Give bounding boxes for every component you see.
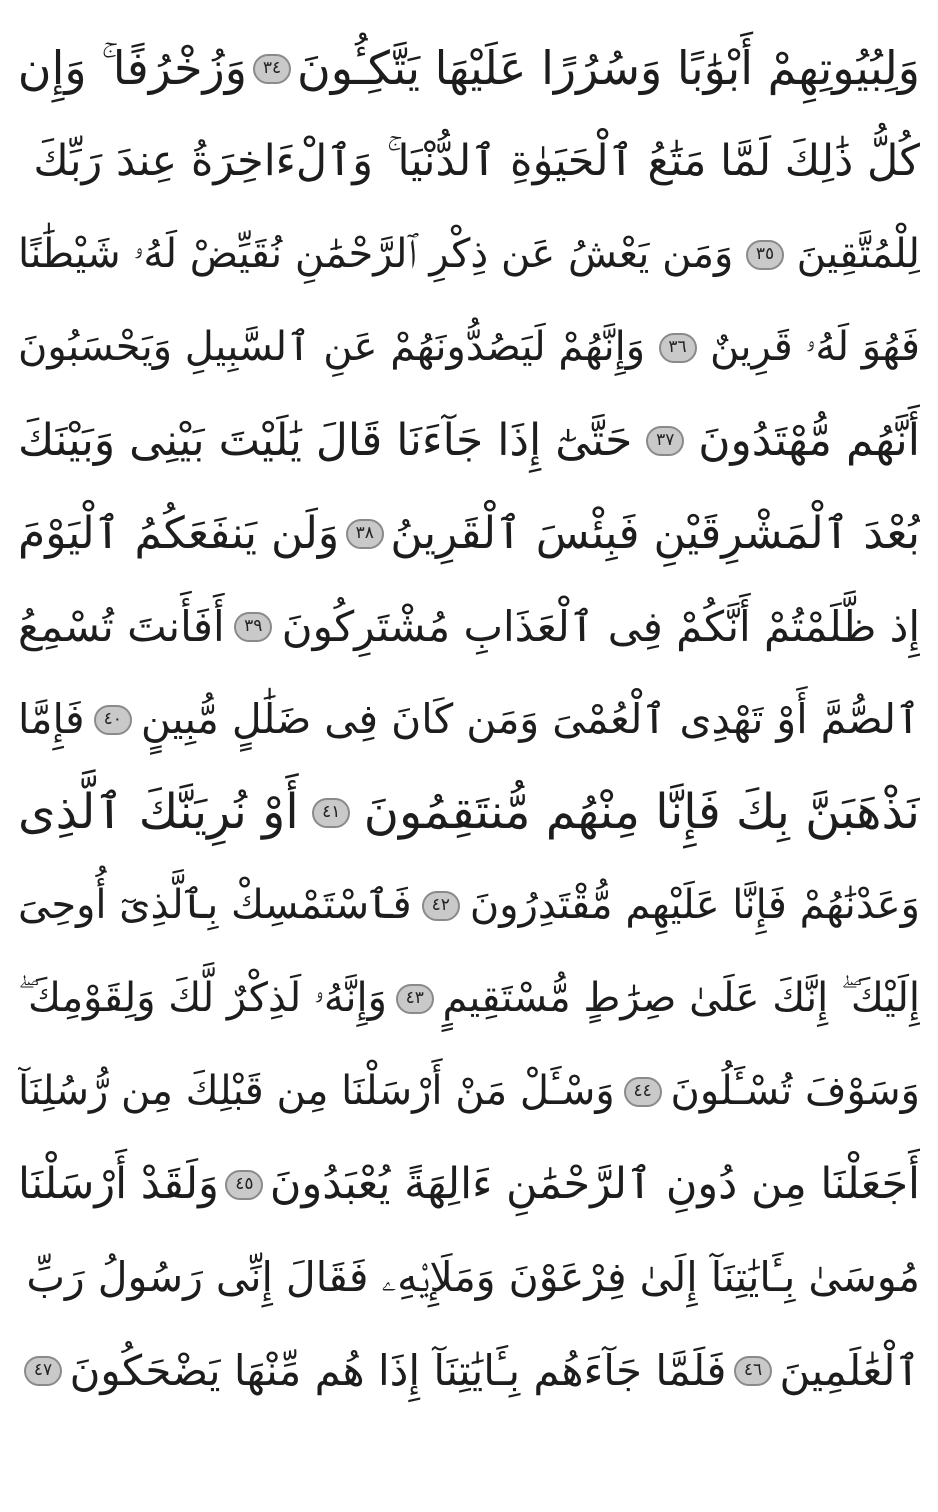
ayah-number-marker: ٤٥ — [225, 1170, 263, 1200]
text-line — [18, 580, 920, 673]
ayah-number-marker: ٤٢ — [422, 891, 460, 921]
text-line — [18, 394, 920, 487]
text-line — [18, 208, 920, 301]
verse-text: نَذْهَبَنَّ بِكَ فَإِنَّا مِنْهُم مُّنتَقِمُونَ — [363, 784, 920, 840]
ayah-number-marker: ٣٧ — [646, 426, 684, 456]
text-line — [18, 115, 920, 208]
verse-text: وَسْـَٔلْ مَنْ أَرْسَلْنَا مِن قَبْلِكَ مِن رُّسُلِنَآ — [18, 1068, 615, 1114]
verse-text: كُلُّ ذَٰلِكَ لَمَّا مَتَٰعُ ٱلْحَيَوٰةِ ٱلدُّنْيَا ۚ وَٱلْءَاخِرَةُ عِندَ رَبِّكَ — [33, 136, 920, 186]
text-line — [18, 487, 920, 580]
ayah-number-marker: ٤٤ — [624, 1077, 662, 1107]
verse-text: وَإِنَّهُۥ لَذِكْرٌ لَّكَ وَلِقَوْمِكَ ۖ — [18, 975, 387, 1021]
ayah-number-marker: ٤٣ — [396, 984, 434, 1014]
text-line — [18, 952, 920, 1045]
ayah-number-marker: ٣٤ — [253, 54, 291, 84]
verse-text: مُوسَىٰ بِـَٔايَٰتِنَآ إِلَىٰ فِرْعَوْنَ وَمَلَإِي۟هِۦ فَقَالَ إِنِّى رَسُولُ رَبِّ — [26, 1253, 920, 1301]
verse-text: وَعَدْنَٰهُمْ فَإِنَّا عَلَيْهِم مُّقْتَدِرُونَ — [469, 882, 920, 928]
verse-text: فَإِمَّا — [18, 695, 85, 743]
verse-text: إِلَيْكَ ۖ إِنَّكَ عَلَىٰ صِرَٰطٍ مُّسْتَقِيمٍ — [442, 975, 920, 1021]
verse-text: وَسَوْفَ تُسْـَٔلُونَ — [670, 1068, 920, 1114]
verse-text: فَٱسْتَمْسِكْ بِٱلَّذِىٓ أُوحِىَ — [18, 882, 412, 928]
ayah-number-marker: ٣٦ — [659, 333, 697, 363]
verse-text: أَفَأَنتَ تُسْمِعُ — [18, 602, 225, 651]
verse-text: إِذ ظَّلَمْتُمْ أَنَّكُمْ فِى ٱلْعَذَابِ مُشْتَرِكُونَ — [281, 602, 920, 651]
verse-text: حَتَّىٰٓ إِذَا جَآءَنَا قَالَ يَٰلَيْتَ بَيْنِى وَبَيْنَكَ — [18, 415, 633, 466]
text-line — [18, 766, 920, 859]
verse-text: لِلْمُتَّقِينَ — [796, 231, 920, 277]
verse-text: وَإِنَّهُمْ لَيَصُدُّونَهُمْ عَنِ ٱلسَّبِيلِ وَيَحْسَبُونَ — [18, 324, 646, 370]
verse-text: وَمَن يَعْشُ عَن ذِكْرِ ٱلرَّحْمَٰنِ نُقَيِّضْ لَهُۥ شَيْطَٰنًا — [18, 231, 734, 277]
verse-text: أَجَعَلْنَا مِن دُونِ ٱلرَّحْمَٰنِ ءَالِهَةً يُعْبَدُونَ — [269, 1159, 920, 1209]
verse-text: وَلِبُيُوتِهِمْ أَبْوَٰبًا وَسُرُرًا عَلَيْهَا يَتَّكِـُٔونَ — [296, 41, 920, 95]
verse-text: وَزُخْرُفًا ۚ وَإِن — [18, 41, 247, 95]
text-line — [18, 1045, 920, 1138]
verse-text: ٱلصُّمَّ أَوْ تَهْدِى ٱلْعُمْىَ وَمَن كَانَ فِى ضَلَٰلٍ مُّبِينٍ — [140, 695, 920, 743]
text-line — [18, 301, 920, 394]
text-line — [18, 1324, 920, 1417]
verse-text: أَنَّهُم مُّهْتَدُونَ — [698, 415, 920, 466]
text-line — [18, 1138, 920, 1231]
ayah-number-marker: ٣٥ — [746, 240, 784, 270]
ayah-number-marker: ٤٠ — [94, 705, 132, 735]
verse-text: فَلَمَّا جَآءَهُم بِـَٔايَٰتِنَآ إِذَا هُم مِّنْهَا يَضْحَكُونَ — [69, 1346, 727, 1395]
verse-text: فَهُوَ لَهُۥ قَرِينٌ — [709, 324, 920, 370]
verse-text: وَلَن يَنفَعَكُمُ ٱلْيَوْمَ — [18, 508, 340, 559]
ayah-number-marker: ٣٨ — [346, 519, 384, 549]
verse-text: أَوْ نُرِيَنَّكَ ٱلَّذِى — [18, 784, 299, 840]
ayah-number-marker: ٤٧ — [24, 1356, 62, 1386]
text-line — [18, 1231, 920, 1324]
ayah-number-marker: ٤٦ — [734, 1356, 772, 1386]
ayah-number-marker: ٤١ — [312, 798, 350, 828]
verse-text: بُعْدَ ٱلْمَشْرِقَيْنِ فَبِئْسَ ٱلْقَرِينُ — [390, 508, 920, 559]
verse-text: ٱلْعَٰلَمِينَ — [779, 1346, 920, 1395]
text-line — [18, 22, 920, 115]
text-line — [18, 673, 920, 766]
text-line — [18, 859, 920, 952]
verse-text: وَلَقَدْ أَرْسَلْنَا — [18, 1159, 219, 1209]
ayah-number-marker: ٣٩ — [234, 612, 272, 642]
